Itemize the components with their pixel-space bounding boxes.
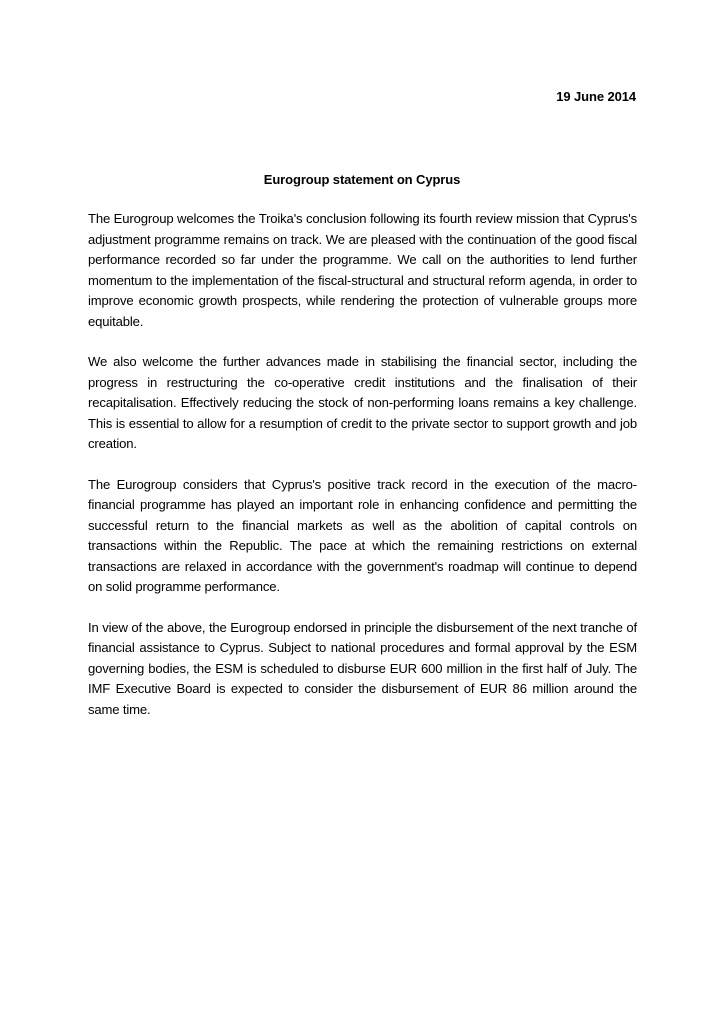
paragraph-financial-sector: We also welcome the further advances made in stabilising the financial sector, including the progress in restructuring the co-operative credit institutions and the finalisation of their recapitalisation. Effectively reducing the stock of non-performing loans remains a key challenge. This is essential to allow for a resumption of credit to the private sector to support growth and job creation. <box>88 354 637 451</box>
document-body <box>88 209 637 740</box>
paragraph-disbursement: In view of the above, the Eurogroup endorsed in principle the disbursement of the next tranche of financial assistance to Cyprus. Subject to national procedures and formal approval by the ESM governing bodies, the ESM is scheduled to disburse EUR 600 million in the first half of July. The IMF Executive Board is expected to consider the disbursement of EUR 86 million around the same time. <box>88 619 637 717</box>
document-title: Eurogroup statement on Cyprus <box>263 172 461 187</box>
paragraph-troika-review: The Eurogroup welcomes the Troika's conclusion following its fourth review mission that Cyprus's adjustment programme remains on track. We are pleased with the continuation of the good fiscal performance recorded so far under the programme. We call on the authorities to lend further momentum to the implementation of the fiscal-structural and structural reform agenda, in order to improve economic growth prospects, while rendering the protection of vulnerable groups more equitable. <box>88 211 637 329</box>
paragraph-track-record: The Eurogroup considers that Cyprus's positive track record in the execution of the macro-financial programme has played an important role in enhancing confidence and permitting the successful return to the financial markets as well as the abolition of capital controls on transactions within the Republic. The pace at which the remaining restrictions on external transactions are relaxed in accordance with the government's roadmap will continue to depend on solid programme performance. <box>88 476 637 594</box>
statement-date: 19 June 2014 <box>556 89 636 104</box>
